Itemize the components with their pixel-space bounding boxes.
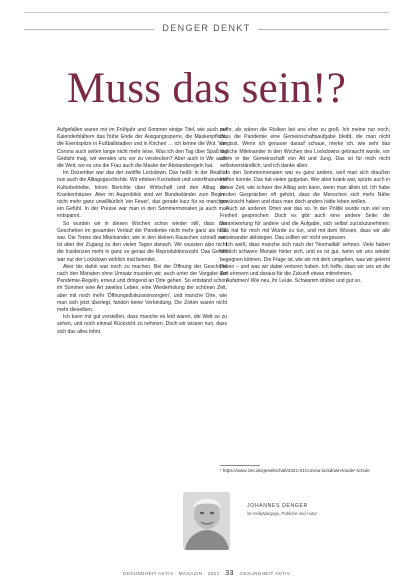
paragraph: Ich kann mir gut vorstellen, dass manche es leid waren, die Welt so zu sehen, und noch einmal Rücksicht zu nehmen. Doch wir wissen nun, dass sich das alles lohnt. xyxy=(57,314,227,335)
paragraph: Aber bis dahin war noch zu machen. Bei der Öffnung der Geschäfte nach den Monaten ohne Umsatz mussten wir, auch unter der Vorgabe der Pandemie-Regeln, erneut und dringend an Orte gehen. So entstand schon im Sommer eine Art zweites Leben, eine Wiederholung der schönen Zeit, aber mit noch mehr 'Öffnungsdiskussionsorgien', und manche Orte, wie man sich jetzt überlegt, fanden keine Verbindung. Die Zeiten waren nicht mehr dieselben. xyxy=(57,263,227,314)
footer-left: GESUNDHEIT AKTIV · MAGAZIN · 2021 xyxy=(122,571,220,576)
article-title: Muss das sein!? xyxy=(66,65,347,112)
paragraph: mehr, als wären die Risiken bei uns eher zu groß. Ich meine nur noch, dass die Pandemie eine Gemeinschaftsaufgabe bleibt, die man nicht vergisst. Wenn ich genauer darauf schaue, merke ich, wie sehr das tägliche Miteinander in den Wochen des Lockdowns gebraucht wurde, vor allem in der Gemeinschaft von Alt und Jung. Das ist für mich nicht selbstverständlich, und ich danke allen. xyxy=(220,127,390,170)
author-photo xyxy=(183,492,230,550)
page-footer xyxy=(0,570,413,577)
paragraph: So wurden wir in diesen Wochen schon wieder still, dass das Geschehen im gesamten Verlauf der Pandemie nicht mehr ganz als heiß war. Die Tonne des Miteinander, wie in den kleinen Rauschen schnell war, ist aber der Zugang zu den vielen Tagen danach. Wir wussten also nicht die Inzidenzen mehr in ganz so genau die Reproduktionszahl. Das Gefühl war nur der Lockdown wirklich mal beendet. xyxy=(57,220,227,263)
footnote-rule xyxy=(220,465,260,466)
footer-right: GESUNDHEIT AKTIV xyxy=(239,571,291,576)
page-number: 33 xyxy=(225,570,234,577)
paragraph: Ich weiß, dass manche sich nach der 'Normalität' sehnen. Viele haben wirklich schwere Monate hinter sich, und es ist gut, wenn wir uns wieder begegnen können. Die Frage ist, wie wir mit dem umgehen, was wir gelernt haben – und was wir dabei verloren haben. Ich hoffe, dass wir uns an die Zeit erinnern und daraus für die Zukunft etwas mitnehmen. xyxy=(220,242,390,278)
paragraph: Aufgefallen waren mir im Frühjahr und Sommer einige Titel, wie auch auf Kalenderblättern das frühe Ende der Ausgangssperre, die Maskenpflicht, die Eventspitze in Fußballstadien und in Kirchen … ich kenne die Wut. Von Corona auch selten lange nicht mehr leise. Was ich den Tag über Spaß ins Gedicht mag, wir wenden uns vor zu verstecken? Aber auch in Wir auch die Weit, wo es uns die Frau auch die Maske der Abstandsregeln hat. xyxy=(57,127,227,170)
article-column-left xyxy=(57,127,227,336)
top-rule xyxy=(24,12,389,13)
paragraph: Im Dezember war das der zwölfte Lockdown. Das heißt: in der Realität nun auch die Alltagsgeschichte. Wir erleben Kurzarbeit und unterfinanzierte Kulturbetriebe, hören Berichte über Wirtschaft und den Alltag der Krankenhäuser. Aber im Augenblick sind wir Bundesländer zum Beginn nicht mehr ganz unwillkürlich 'ein Feuer', das gerade kurz für so manches ein Gefühl. In der Presse war man in den Sommermonaten ja auch mal entspannt. xyxy=(57,170,227,220)
paragraph: In den Sommermonaten war es ganz anders, weil man sich draußen treffen konnte. Das hat vielen gutgetan. Wer aber krank war, spürte auch in dieser Zeit, wie schwer der Alltag sein kann, wenn man allein ist. Ich habe in den Gesprächen oft gehört, dass die Menschen sich mehr Nähe gewünscht haben und dass man doch anders hätte leben wollen. xyxy=(220,170,390,206)
kicker-rule-right xyxy=(258,29,389,30)
footnote: ¹ https://www.zeit.de/gesellschaft/2021-01/corona-lockdown-kinder-schule xyxy=(220,468,370,473)
author-name: JOHANNES DENGER xyxy=(247,503,308,509)
paragraph: Auch an anderen Orten war das so. In der Politik wurde nun viel von Freiheit gesprochen. Doch es gibt auch eine andere Seite: die Verantwortung für andere und die Aufgabe, sich selbst zurückzunehmen. Das hat für mich mit Würde zu tun, und mit dem Wissen, dass wir alle voneinander abhängen. Das sollten wir nicht vergessen. xyxy=(220,206,390,242)
paragraph: Aufatmen! Wie neu, ihr Leute. Schwamm drüber und gut so. xyxy=(226,278,362,285)
article-column-right xyxy=(220,127,390,285)
section-kicker: DENGER DENKT xyxy=(162,23,251,33)
author-role: ist Heilpädagoge, Publizist und Autor xyxy=(247,511,317,516)
